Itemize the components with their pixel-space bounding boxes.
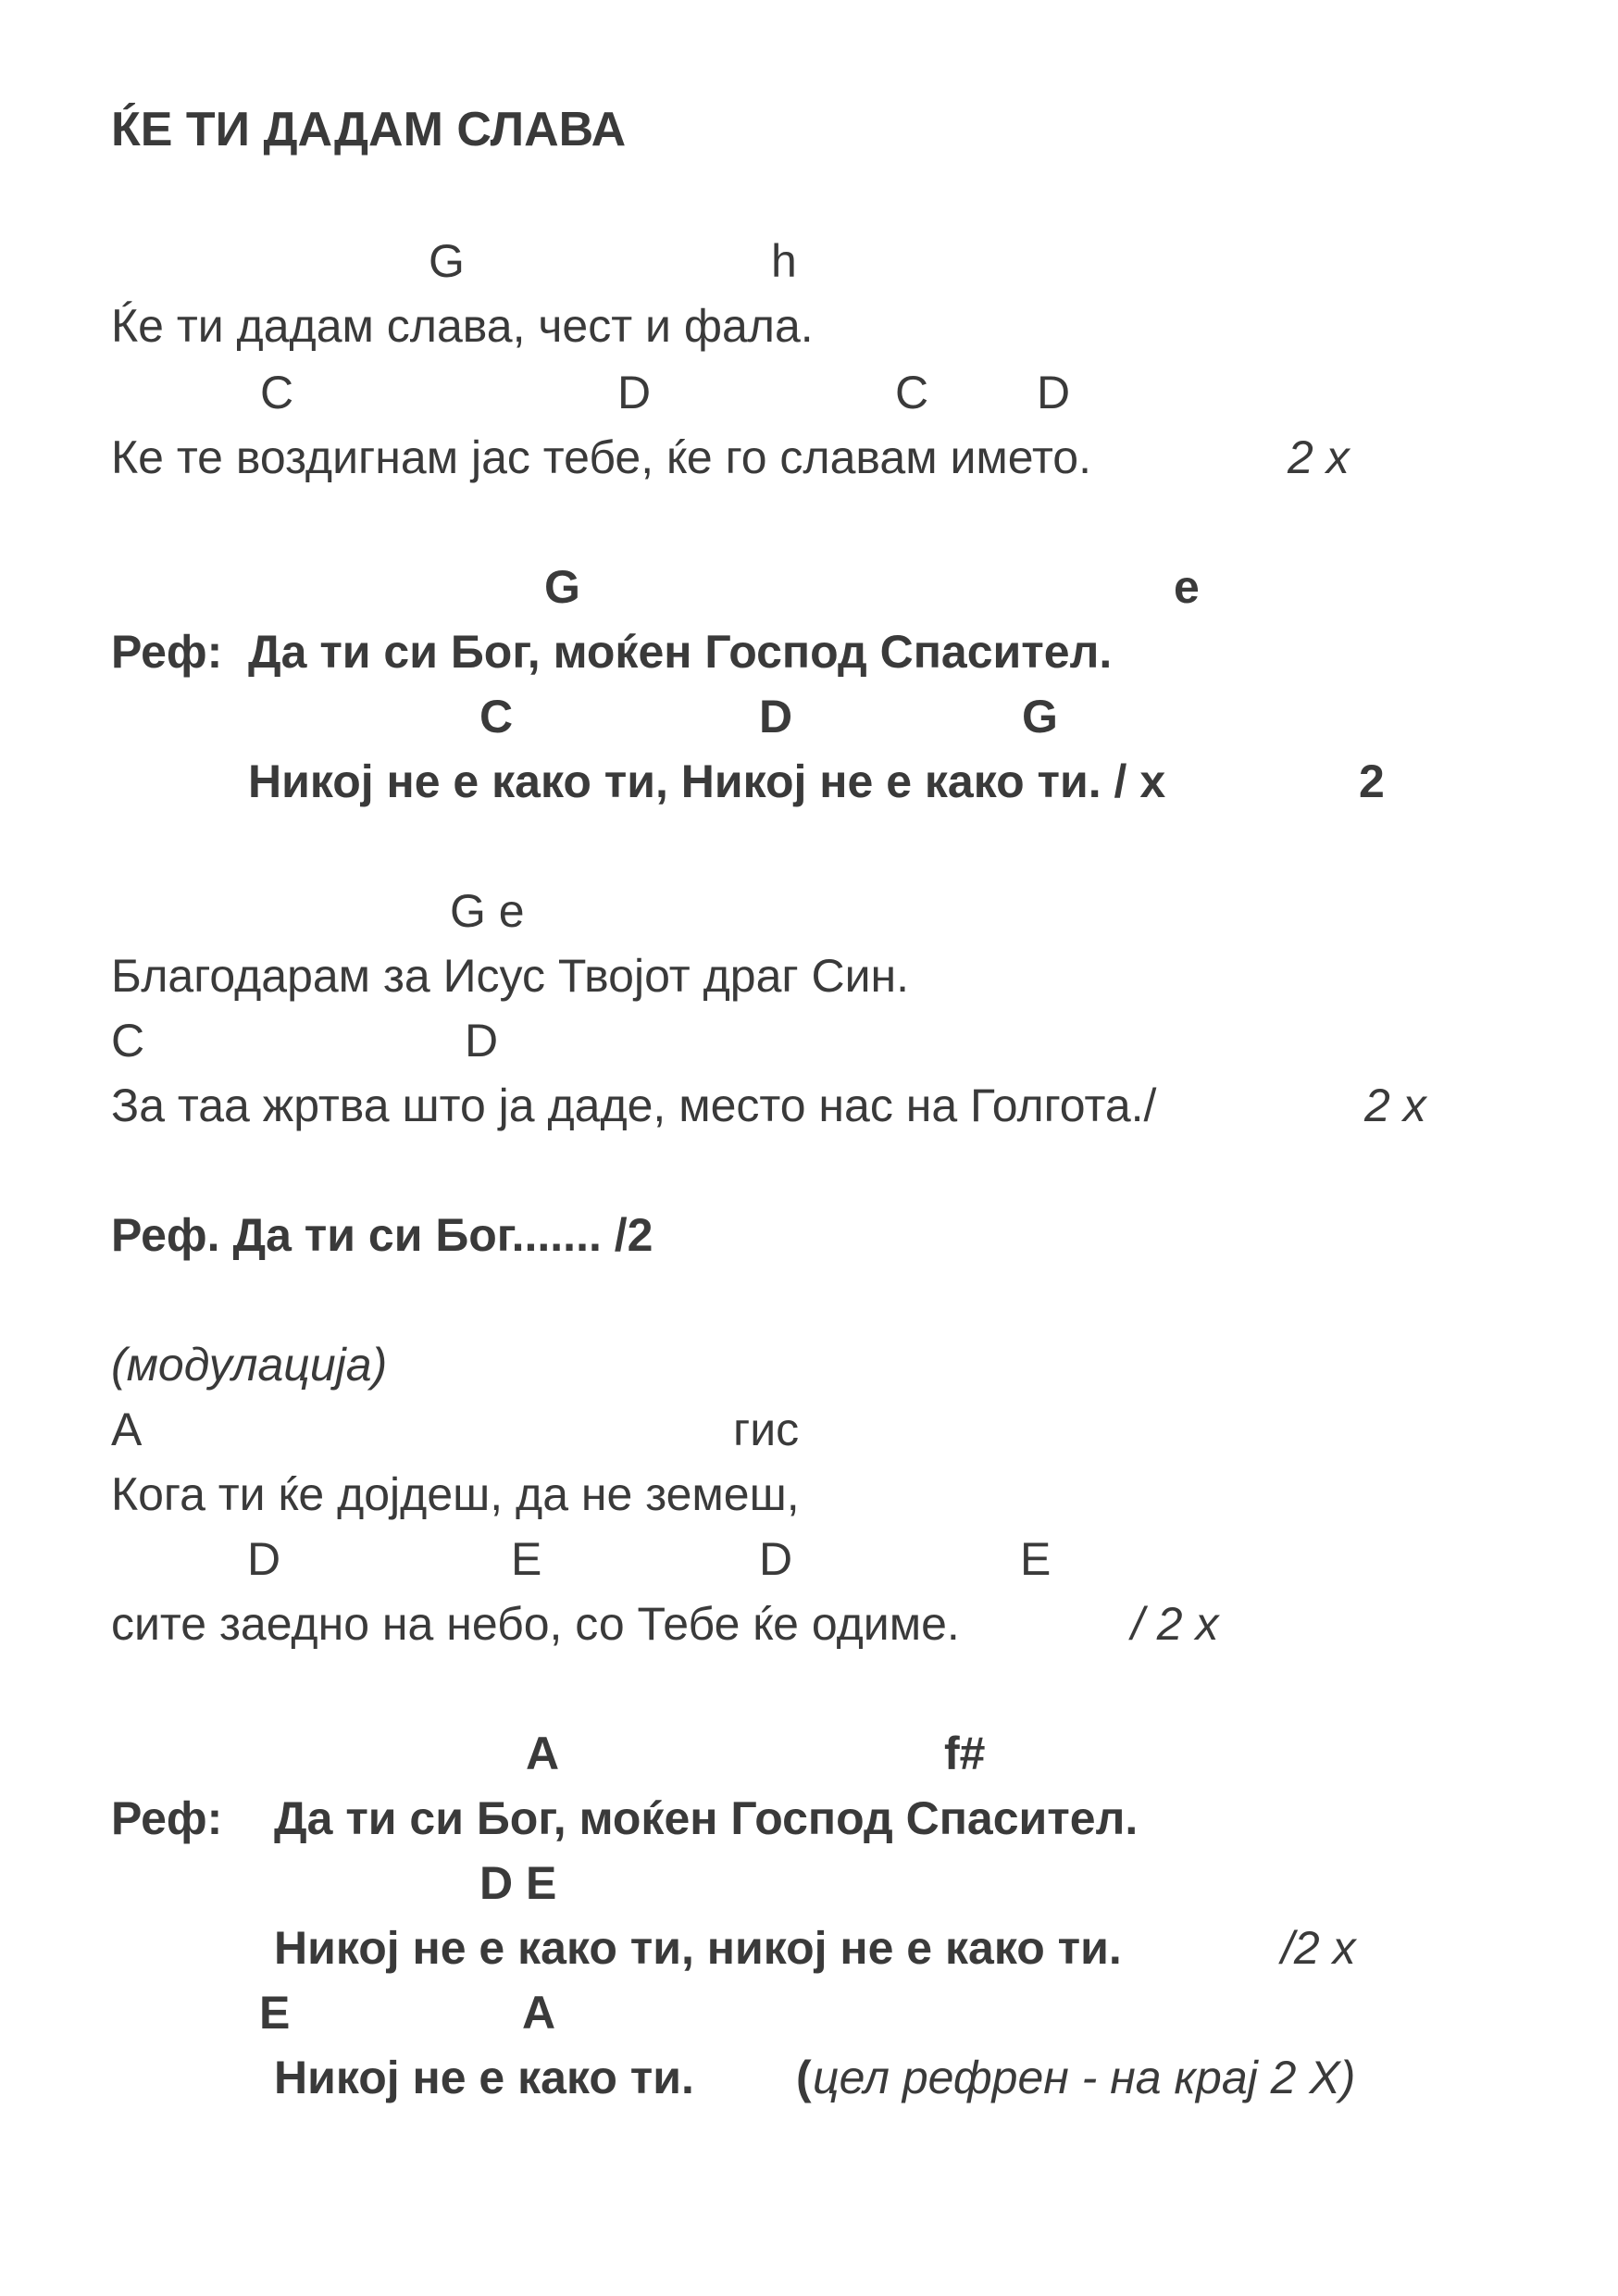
lyric-line: Никој не е како ти, Никој не е како ти. / x: [248, 755, 1166, 807]
repeat-mark: /2 x: [1281, 1922, 1356, 1974]
modulation-note: (модулација): [111, 1339, 388, 1391]
lyric-line: За таа жртва што ја даде, место нас на Голгота./: [111, 1079, 1157, 1131]
chord: D: [465, 1015, 499, 1067]
repeat-mark: 2 x: [1364, 1079, 1426, 1131]
chord: E: [1020, 1533, 1052, 1585]
chord: A: [526, 1728, 560, 1779]
chord: D: [759, 1533, 793, 1585]
lyric-line: Никој не е како ти.: [274, 2052, 694, 2103]
chord: D E: [479, 1857, 557, 1909]
ending-note: цел рефрен - на крај 2 X): [813, 2052, 1356, 2103]
chord: f#: [944, 1728, 986, 1779]
refrain-label: Реф:: [111, 626, 223, 678]
chord: D: [1037, 367, 1071, 418]
chord: D: [247, 1533, 281, 1585]
song-title: ЌЕ ТИ ДАДАМ СЛАВА: [111, 103, 627, 156]
chord: A: [111, 1404, 143, 1455]
repeat-mark: / 2 x: [1131, 1598, 1219, 1650]
lyric-line: Да ти си Бог, моќен Господ Спасител.: [274, 1792, 1139, 1844]
chord: G: [429, 235, 465, 287]
chord: e: [1174, 561, 1200, 613]
note-paren: (: [796, 2052, 812, 2103]
chord: гис: [733, 1404, 800, 1455]
chord: G: [1022, 691, 1058, 742]
chord: A: [522, 1987, 556, 2039]
chord: C: [479, 691, 514, 742]
chord: G: [544, 561, 580, 613]
chord: C: [260, 367, 294, 418]
repeat-mark: 2 x: [1288, 431, 1350, 483]
lyric-line: Кога ти ќе дојдеш, да не земеш,: [111, 1468, 800, 1520]
chord: D: [759, 691, 793, 742]
chord: D: [617, 367, 652, 418]
repeat-mark: 2: [1359, 755, 1385, 807]
refrain-label: Реф:: [111, 1792, 223, 1844]
chord: E: [259, 1987, 291, 2039]
lyric-line: Ќе ти дадам слава, чест и фала.: [111, 300, 814, 352]
chord: G e: [450, 885, 525, 937]
lyric-line: Ке те воздигнам јас тебе, ќе го славам името.: [111, 431, 1091, 483]
lyric-line: сите заедно на небо, со Тебе ќе одиме.: [111, 1598, 960, 1650]
chord: C: [895, 367, 929, 418]
lyric-line: Да ти си Бог, моќен Господ Спасител.: [248, 626, 1113, 678]
refrain-reference: Реф. Да ти си Бог....... /2: [111, 1209, 653, 1261]
chord: E: [511, 1533, 542, 1585]
lyric-line: Никој не е како ти, никој не е како ти.: [274, 1922, 1122, 1974]
lyric-line: Благодарам за Исус Твојот драг Син.: [111, 950, 910, 1002]
chord: C: [111, 1015, 145, 1067]
chord: h: [771, 235, 797, 287]
